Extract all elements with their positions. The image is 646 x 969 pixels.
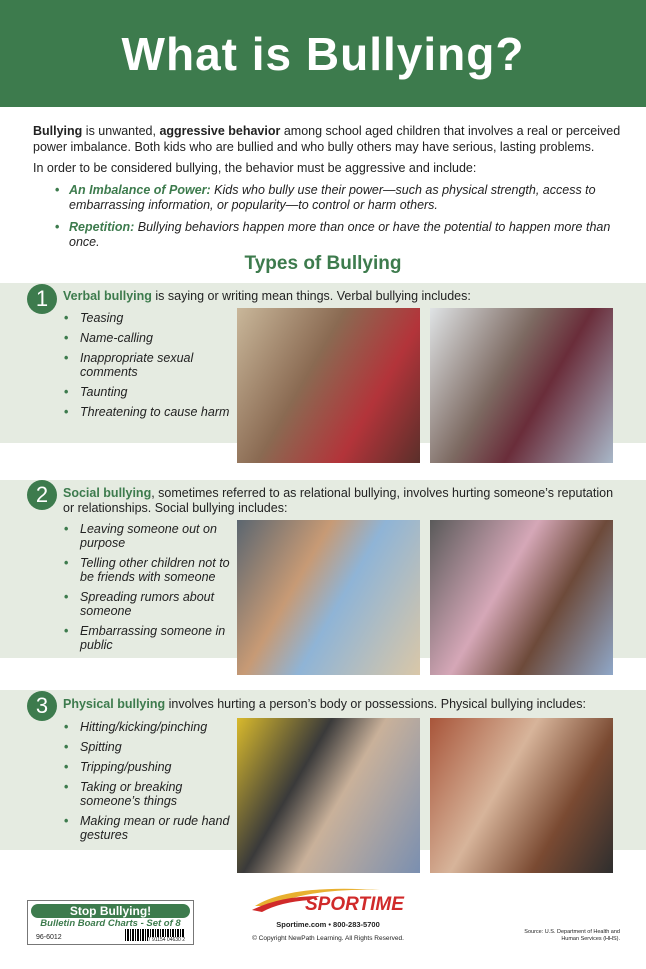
header-banner <box>0 0 646 107</box>
term: aggressive behavior <box>159 124 281 138</box>
term: An Imbalance of Power: <box>69 182 211 197</box>
list-item: • Teasing <box>64 311 234 325</box>
photo-pushing <box>237 718 420 873</box>
text: among school aged children that involves a real or perceived power imbalance. Both kids who are bullied and who bully others may have serious, lasting problems. <box>33 124 621 154</box>
list-item: • Taking or breaking someone’s things <box>64 780 234 808</box>
svg-text:SPORTIME: SPORTIME <box>305 894 404 915</box>
product-code: 96-6012 <box>36 934 62 941</box>
product-subtitle: Bulletin Board Charts - Set of 8 <box>40 918 181 929</box>
intro-definition <box>33 124 623 155</box>
copyright: © Copyright NewPath Learning. All Rights Reserved. <box>252 935 404 942</box>
text: is unwanted, <box>82 124 160 138</box>
text: is saying or writing mean things. Verbal bullying includes: <box>151 289 471 303</box>
intro-criteria: In order to be considered bullying, the behavior must be aggressive and include: <box>33 161 477 175</box>
photo-phone-rumors <box>430 520 613 675</box>
photo-teasing-group <box>237 308 420 463</box>
list-item: • Tripping/pushing <box>64 760 234 774</box>
barcode-number: 7 91154 04630 2 <box>147 937 185 943</box>
section-number: 3 <box>27 691 57 721</box>
list-item: • Telling other children not to be friends with someone <box>64 556 234 584</box>
term: Repetition: <box>69 219 135 234</box>
text: , sometimes referred to as relational bullying, involves hurting someone’s reputation or relationships. Social bullying includes: <box>63 486 614 515</box>
intro <box>33 124 623 257</box>
list-item: • Leaving someone out on purpose <box>64 522 234 550</box>
term: Physical bullying <box>63 697 166 711</box>
photo-loser-gesture <box>430 718 613 873</box>
text: Bullying behaviors happen more than once or have the potential to happen more than once. <box>69 219 611 249</box>
section-lead <box>63 486 623 516</box>
section-number: 1 <box>27 284 57 314</box>
list-item: • Spreading rumors about someone <box>64 590 234 618</box>
list-item: • Inappropriate sexual comments <box>64 351 234 379</box>
section-lead <box>63 289 623 304</box>
section-number: 2 <box>27 480 57 510</box>
list-item: • Spitting <box>64 740 234 754</box>
source-note: Source: U.S. Department of Health and Human Services (HHS). <box>524 929 620 942</box>
section-lead <box>63 697 623 712</box>
text: involves hurting a person’s body or possessions. Physical bullying includes: <box>165 697 586 711</box>
term: Verbal bullying <box>63 289 152 303</box>
list-item: • Embarrassing someone in public <box>64 624 234 652</box>
sportime-logo <box>250 886 410 916</box>
photo-excluded-girl <box>237 520 420 675</box>
product-title: Stop Bullying! <box>31 904 190 918</box>
list-item: • Hitting/kicking/pinching <box>64 720 234 734</box>
text: Kids who bully use their power—such as physical strength, access to embarrassing information, or popularity—to control or harm others. <box>69 182 596 212</box>
page-title: What is Bullying? <box>121 27 525 80</box>
criteria-item <box>55 220 623 251</box>
term: Bullying <box>33 124 83 138</box>
contact-info: Sportime.com • 800-283-5700 <box>276 920 380 929</box>
product-label <box>27 900 194 945</box>
list-item: • Threatening to cause harm <box>64 405 234 419</box>
types-heading: Types of Bullying <box>244 253 402 274</box>
list-item: • Name-calling <box>64 331 234 345</box>
term: Social bullying <box>63 486 152 500</box>
photo-distressed-girl <box>430 308 613 463</box>
list-item: • Making mean or rude hand gestures <box>64 814 234 842</box>
list-item: • Taunting <box>64 385 234 399</box>
criteria-item <box>55 183 623 214</box>
